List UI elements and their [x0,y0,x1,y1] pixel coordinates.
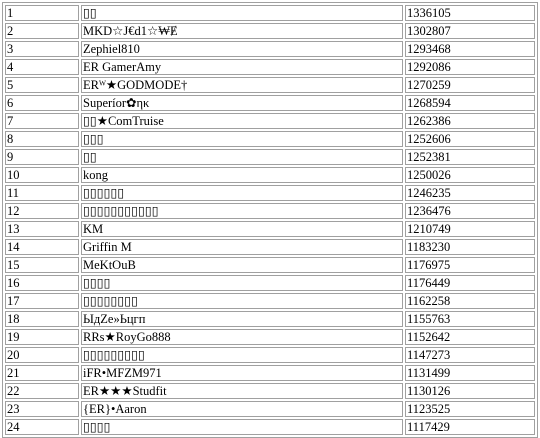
table-row [5,347,535,363]
table-row [5,257,535,273]
table-row [5,131,535,147]
score-cell: 1117429 [405,419,535,435]
score-cell: 1292086 [405,59,535,75]
score-cell: 1176449 [405,275,535,291]
score-cell: 1176975 [405,257,535,273]
player-name-cell: ERᵂ★GODMODE† [81,77,403,93]
player-name-cell: iFR•MFZM971 [81,365,403,381]
player-name-cell: ▯▯▯▯▯▯▯▯▯▯▯ [81,203,403,219]
table-row [5,329,535,345]
table-row [5,239,535,255]
rank-cell: 18 [5,311,79,327]
player-name-cell: ▯▯▯▯▯▯ [81,185,403,201]
rank-cell: 13 [5,221,79,237]
score-cell: 1252606 [405,131,535,147]
score-cell: 1293468 [405,41,535,57]
score-cell: 1236476 [405,203,535,219]
score-cell: 1246235 [405,185,535,201]
table-row [5,59,535,75]
score-cell: 1210749 [405,221,535,237]
player-name-cell: ▯▯▯▯ [81,275,403,291]
rank-cell: 17 [5,293,79,309]
rank-cell: 19 [5,329,79,345]
rank-cell: 6 [5,95,79,111]
score-cell: 1302807 [405,23,535,39]
rank-cell: 22 [5,383,79,399]
rank-cell: 3 [5,41,79,57]
player-name-cell: kong [81,167,403,183]
table-row [5,95,535,111]
player-name-cell: Zephiel810 [81,41,403,57]
table-row [5,401,535,417]
score-cell: 1130126 [405,383,535,399]
table-row [5,221,535,237]
rank-cell: 16 [5,275,79,291]
player-name-cell: MKD☆J€d1☆₩Ɇ [81,23,403,39]
rank-cell: 11 [5,185,79,201]
rank-cell: 4 [5,59,79,75]
player-name-cell: ER★★★Studfit [81,383,403,399]
player-name-cell: RRs★RoyGo888 [81,329,403,345]
table-row [5,23,535,39]
player-name-cell: ▯▯★ComTruise [81,113,403,129]
player-name-cell: ▯▯ [81,149,403,165]
table-row [5,113,535,129]
leaderboard-table [2,2,538,438]
leaderboard-body [5,5,535,435]
player-name-cell: ▯▯▯▯▯▯▯▯▯ [81,347,403,363]
score-cell: 1147273 [405,347,535,363]
score-cell: 1123525 [405,401,535,417]
score-cell: 1262386 [405,113,535,129]
rank-cell: 1 [5,5,79,21]
rank-cell: 9 [5,149,79,165]
table-row [5,419,535,435]
score-cell: 1268594 [405,95,535,111]
rank-cell: 7 [5,113,79,129]
player-name-cell: MeKtOuB [81,257,403,273]
table-row [5,293,535,309]
rank-cell: 12 [5,203,79,219]
score-cell: 1250026 [405,167,535,183]
player-name-cell: Superíor✿ηκ [81,95,403,111]
player-name-cell: KM [81,221,403,237]
rank-cell: 14 [5,239,79,255]
table-row [5,77,535,93]
player-name-cell: ▯▯ [81,5,403,21]
table-row [5,185,535,201]
score-cell: 1162258 [405,293,535,309]
table-row [5,41,535,57]
rank-cell: 21 [5,365,79,381]
table-row [5,275,535,291]
score-cell: 1252381 [405,149,535,165]
table-row [5,149,535,165]
score-cell: 1131499 [405,365,535,381]
table-row [5,311,535,327]
rank-cell: 23 [5,401,79,417]
rank-cell: 24 [5,419,79,435]
player-name-cell: ER GamerAmy [81,59,403,75]
rank-cell: 5 [5,77,79,93]
rank-cell: 20 [5,347,79,363]
rank-cell: 2 [5,23,79,39]
table-row [5,167,535,183]
score-cell: 1152642 [405,329,535,345]
rank-cell: 8 [5,131,79,147]
score-cell: 1155763 [405,311,535,327]
table-row [5,203,535,219]
score-cell: 1183230 [405,239,535,255]
player-name-cell: ЫдZe»Ьцгп [81,311,403,327]
table-row [5,5,535,21]
player-name-cell: ▯▯▯ [81,131,403,147]
player-name-cell: ▯▯▯▯▯▯▯▯ [81,293,403,309]
player-name-cell: Griffin M [81,239,403,255]
table-row [5,365,535,381]
score-cell: 1336105 [405,5,535,21]
rank-cell: 15 [5,257,79,273]
player-name-cell: ▯▯▯▯ [81,419,403,435]
player-name-cell: {ER}•Aaron [81,401,403,417]
score-cell: 1270259 [405,77,535,93]
rank-cell: 10 [5,167,79,183]
table-row [5,383,535,399]
